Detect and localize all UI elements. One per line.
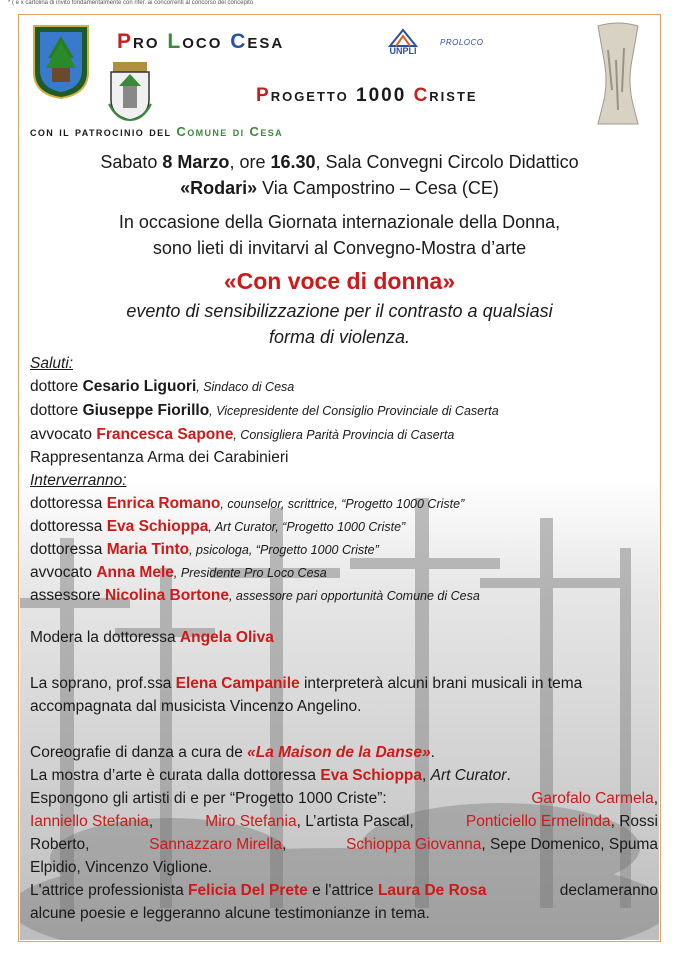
interventi-item: dottoressa Maria Tinto, psicologa, “Progetto 1000 Criste” [30,541,379,558]
saluti-heading: Saluti: [30,355,74,372]
interventi-item: dottoressa Enrica Romano, counselor, scrittrice, “Progetto 1000 Criste” [30,495,465,512]
artists-line-1: Espongono gli artisti di e per “Progetto 1000 Criste”: Garofalo Carmela, [30,790,658,807]
comune-di-cesa-crest-icon [107,60,153,122]
dance-line: Coreografie di danza a cura de «La Maison de la Danse». [30,744,435,761]
program-paragraph [30,741,658,925]
saluti-item: avvocato Francesca Sapone, Consigliera Parità Provincia di Caserta [30,426,455,443]
proloco-logo: PROLOCO [440,38,484,47]
event-intro-line: In occasione della Giornata internazionale della Donna, [118,212,561,232]
actresses-line-2: alcune poesie e leggeranno alcune testimonianze in tema. [30,905,430,922]
event-subtitle-line: evento di sensibilizzazione per il contrasto a qualsiasi [126,301,553,321]
saluti-item: dottore Cesario Liguori, Sindaco di Cesa [30,378,295,395]
unpli-text: UNPLI [389,46,417,56]
pro-loco-crest-icon [32,24,90,100]
event-subtitle-line-2: forma di violenza. [268,327,411,347]
artists-line-4: Elpidio, Vincenzo Viglione. [30,859,213,876]
pro-loco-cesa-title: Pro Loco Cesa [117,30,285,53]
soprano-paragraph: La soprano, prof.ssa Elena Campanile interpreterà alcuni brani musicali in tema accompagnata dal musicista Vincenzo Angelino. [30,675,583,715]
progetto-1000-criste-title: Progetto 1000 Criste [256,85,478,106]
sculpture-vase-icon [588,20,648,128]
top-note: * ( e x cartolina di invito fondamentalmente con rifer. ai concorrenti al concorso del concepito [8,0,254,6]
carabinieri-line: Rappresentanza Arma dei Carabinieri [30,449,289,466]
event-date-line: Sabato 8 Marzo, ore 16.30, Sala Convegni Circolo Didattico [100,152,579,172]
patrocinio-line: con il patrocinio del Comune di Cesa [30,124,284,139]
artists-line-2: Ianniello Stefania, Miro Stefania, L’artista Pascal, Ponticiello Ermelinda, Rossi [30,813,658,830]
artists-line-3: Roberto, Sannazzaro Mirella, Schioppa Giovanna, Sepe Domenico, Spuma [30,836,658,853]
saluti-item: dottore Giuseppe Fiorillo, Vicepresidente del Consiglio Provinciale di Caserta [30,402,499,419]
event-title: «Con voce di donna» [223,268,456,294]
moderator-line: Modera la dottoressa Angela Oliva [30,629,274,646]
interventi-item: dottoressa Eva Schioppa, Art Curator, “Progetto 1000 Criste” [30,518,406,535]
interventi-item: assessore Nicolina Bortone, assessore pari opportunità Comune di Cesa [30,587,480,604]
interventi-item: avvocato Anna Mele, Presidente Pro Loco Cesa [30,564,327,581]
actresses-line: L'attrice professionista Felicia Del Prete e l'attrice Laura De Rosa declameranno [30,882,658,899]
unpli-logo [386,28,420,66]
exhibition-line: La mostra d’arte è curata dalla dottoressa Eva Schioppa, Art Curator. [30,767,511,784]
event-invite-line: sono lieti di invitarvi al Convegno-Mostra d’arte [152,238,527,258]
event-venue-line: «Rodari» Via Campostrino – Cesa (CE) [180,178,499,198]
interventi-heading: Interverranno: [30,472,127,489]
